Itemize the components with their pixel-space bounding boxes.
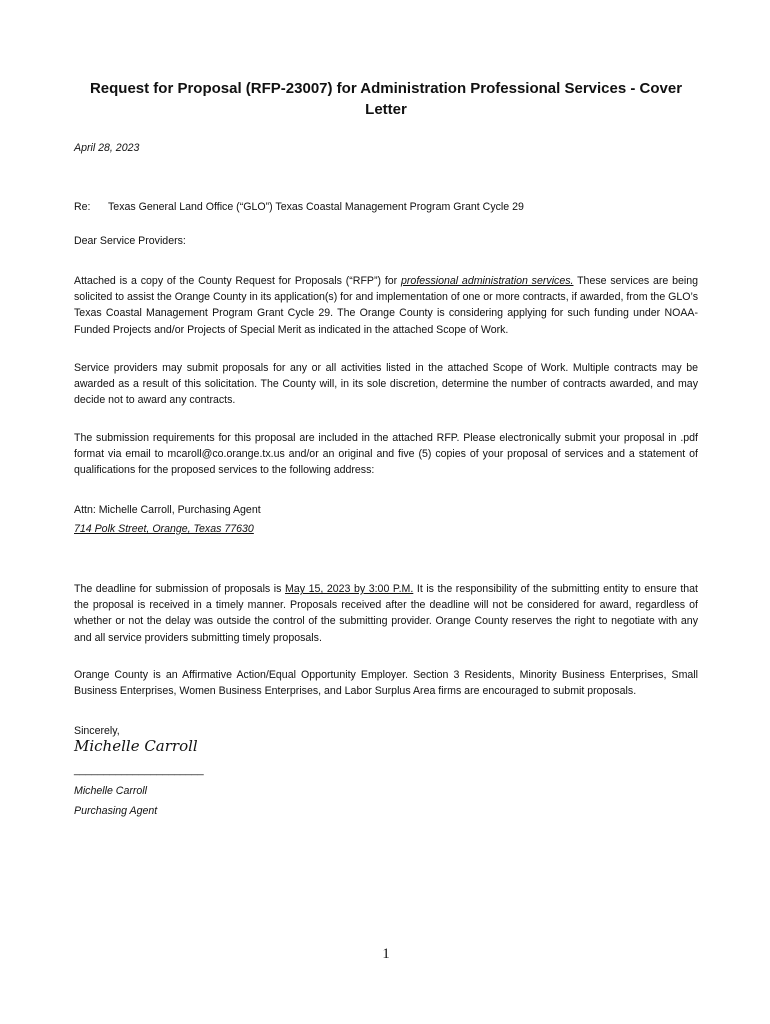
closing: Sincerely, [74, 725, 120, 737]
page-number: 1 [382, 946, 390, 962]
paragraph-submission: The submission requirements for this proposal are included in the attached RFP. Please electronically submit your proposal in .pdf format via email to mcaroll@co.orange.tx.us and/or an original and five (5) copies of your proposal of services and a statement of qualifications for the proposed services to the following address: [74, 432, 698, 477]
signer-title: Purchasing Agent [74, 805, 158, 817]
attention-line: Attn: Michelle Carroll, Purchasing Agent [74, 504, 261, 516]
document-title: Request for Proposal (RFP-23007) for Administration Professional Services - Cover Letter [89, 80, 683, 118]
paragraph-deadline [74, 581, 698, 646]
letter-date: April 28, 2023 [74, 142, 140, 154]
signature: Michelle Carroll [74, 737, 198, 755]
paragraph-eeo: Orange County is an Affirmative Action/Equal Opportunity Employer. Section 3 Residents, Minority Business Enterprises, Small Business Enterprises, Women Business Enterprises, and Labor Surplus Area firms are encouraged to submit proposals. [74, 669, 698, 698]
signer-name: Michelle Carroll [74, 785, 147, 797]
salutation: Dear Service Providers: [74, 235, 186, 247]
signature-line: ______________________ [74, 764, 204, 776]
text: Attached is a copy of the County Request for Proposals (“RFP”) for [74, 275, 402, 287]
text: The deadline for submission of proposals is [74, 583, 285, 595]
re-label: Re: [74, 201, 91, 213]
services-emphasis: professional administration services. [401, 275, 574, 287]
re-text: Texas General Land Office (“GLO”) Texas Coastal Management Program Grant Cycle 29 [108, 201, 524, 213]
paragraph-contracts: Service providers may submit proposals for any or all activities listed in the attached Scope of Work. Multiple contracts may be awarded as a result of this solicitation. The County will, in its sole discretion, determine the number of contracts awarded, and may decide not to award any contracts. [74, 362, 698, 407]
text: These services are being solicited to assist the Orange County in its application(s) for and implementation of one or more contracts, if awarded, from the GLO’s Texas Coastal Management Program Grant Cycle 29. The Orange County is considering applying for such funding under NOAA-Funded Projects and/or Projects of Special Merit as indicated in the attached Scope of Work. [74, 275, 699, 336]
re-line [74, 199, 698, 215]
deadline-date: May 15, 2023 by 3:00 P.M. [285, 583, 414, 595]
text: It is the responsibility of the submitting entity to ensure that the proposal is received in a timely manner. Proposals received after the deadline will not be considered for award, regardless of whether or not the delay was outside the control of the submitting provider. Orange County reserves the right to negotiate with any and all service providers submitting timely proposals. [74, 583, 699, 644]
paragraph-intro [74, 273, 698, 338]
mailing-address: 714 Polk Street, Orange, Texas 77630 [74, 523, 254, 535]
